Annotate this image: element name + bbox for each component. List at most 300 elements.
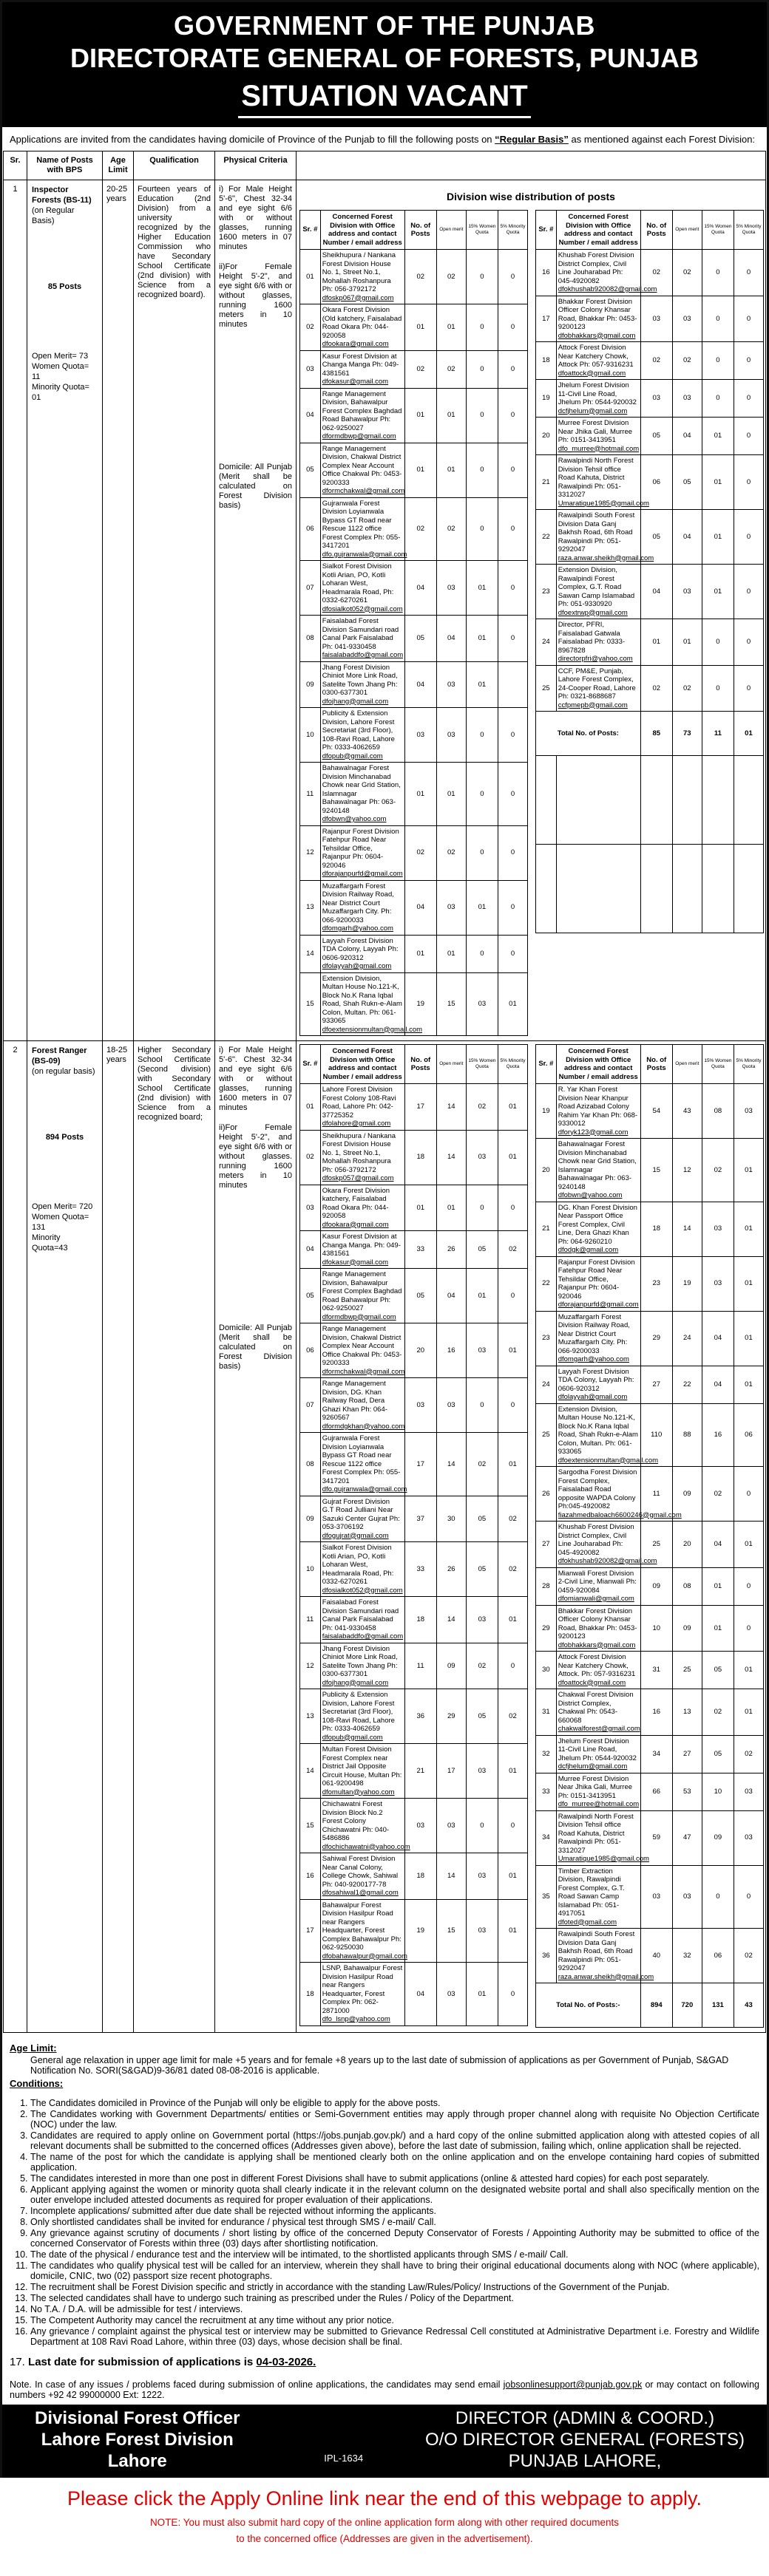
division-posts: 10 — [640, 1605, 672, 1652]
division-email[interactable]: dfokhushab920082@gmail.com — [558, 1557, 657, 1565]
division-address: Muzaffargarh Forest Division Railway Road, Near District Court Muzaffargarh City. Ph: 066-9200033 dfomgarh@yahoo.com — [320, 880, 404, 935]
division-email[interactable]: dfokasur@gmail.com — [322, 378, 389, 386]
division-email[interactable]: raza.anwar.sheikh@gmail.com — [558, 553, 654, 562]
division-sr: 36 — [536, 1929, 557, 1983]
division-email[interactable]: dfobwn@yahoo.com — [322, 815, 387, 823]
total-open: 720 — [672, 1983, 702, 2028]
division-email[interactable]: dcfjhelum@gmail.com — [558, 406, 628, 415]
division-minority-quota: 01 — [498, 1597, 527, 1643]
post-count: 894 Posts — [45, 1133, 84, 1142]
header-physical: Physical Criteria — [215, 151, 297, 180]
division-email[interactable]: dfobhakkars@gmail.com — [558, 1640, 636, 1649]
division-address: Okara Forest Division (Old katchery, Faisalabad Road Okara Ph: 044-920058 dfookara@gmail.com — [320, 304, 404, 351]
division-women-quota: 03 — [702, 1202, 734, 1256]
division-row — [536, 342, 764, 380]
notes-section — [2, 2033, 767, 2405]
division-email[interactable]: dfookara@gmail.com — [322, 1220, 389, 1229]
division-email[interactable]: dfo_lsnp@yahoo.com — [322, 2015, 390, 2023]
division-row — [536, 1403, 764, 1467]
total-row — [536, 1983, 764, 2028]
division-sr: 05 — [300, 443, 321, 497]
division-sr: 32 — [536, 1735, 557, 1773]
division-sr: 15 — [300, 1799, 321, 1853]
division-sr: 03 — [300, 1185, 321, 1231]
division-email[interactable]: dfomgarh@yahoo.com — [322, 924, 393, 933]
division-email[interactable]: dfoextensionmultan@gmail.com — [558, 1456, 659, 1465]
division-email[interactable]: dfomgarh@yahoo.com — [558, 1355, 629, 1363]
division-women-quota: 0 — [466, 304, 498, 351]
division-open-merit: 30 — [436, 1496, 466, 1542]
division-email[interactable]: dcfjhelum@gmail.com — [558, 1762, 628, 1771]
division-women-quota: 0 — [466, 388, 498, 443]
division-open-merit: 02 — [436, 497, 466, 561]
division-email[interactable]: dfochichawatni@yahoo.com — [322, 1842, 410, 1851]
division-email[interactable]: dfolayyah@gmail.com — [322, 962, 392, 970]
division-posts: 18 — [404, 1130, 436, 1185]
division-minority-quota: 0 — [498, 350, 527, 388]
division-email[interactable]: dfolayyah@gmail.com — [558, 1393, 628, 1401]
division-women-quota: 0 — [466, 708, 498, 763]
division-women-quota: 02 — [702, 1467, 734, 1522]
division-minority-quota: 0 — [734, 455, 763, 510]
division-women-quota: 03 — [466, 1899, 498, 1963]
division-sr: 14 — [300, 1744, 321, 1799]
intro-text-before: Applications are invited from the candidates having domicile of Province of the Punjab to fill the following posts on — [10, 134, 495, 145]
division-posts: 31 — [640, 1652, 672, 1689]
division-email[interactable]: dfo_murree@hotmail.com — [558, 1800, 640, 1808]
division-row — [300, 1853, 528, 1900]
division-sr: 23 — [536, 565, 557, 619]
division-row — [536, 1810, 764, 1865]
division-posts: 11 — [404, 1643, 436, 1689]
division-address: Jhang Forest Division Chiniot More Link Road, Satelite Town Jhang Ph: 0300-6377301 dfojhang@gmail.com — [320, 1643, 404, 1689]
division-email[interactable]: dfopub@gmail.com — [322, 752, 383, 760]
division-women-quota: 0 — [702, 342, 734, 380]
division-sr: 12 — [300, 825, 321, 880]
division-women-quota: 03 — [466, 972, 498, 1036]
division-open-merit: 02 — [672, 250, 702, 296]
division-women-quota: 0 — [466, 497, 498, 561]
division-posts: 29 — [640, 1311, 672, 1366]
division-women-quota: 0 — [466, 935, 498, 972]
division-row — [300, 1433, 528, 1496]
division-open-merit: 29 — [436, 1689, 466, 1744]
division-email[interactable]: dfoextrwp@gmail.com — [558, 608, 628, 617]
division-open-merit: 20 — [672, 1522, 702, 1568]
division-open-merit: 88 — [672, 1403, 702, 1467]
condition-item: 8. Only shortlisted candidates shall be invited for endurance / physical test through SMS / e-mail/ Call. — [30, 2217, 759, 2227]
division-women-quota: 0 — [466, 443, 498, 497]
division-row — [536, 1929, 764, 1983]
division-minority-quota: 0 — [734, 250, 763, 296]
division-email[interactable]: dfomultan@yahoo.com — [322, 1788, 395, 1796]
domicile: Domicile: All Punjab (Merit shall be calculated on Forest Division basis) — [219, 1323, 292, 1371]
division-sr: 11 — [300, 763, 321, 826]
division-minority-quota: 01 — [734, 1366, 763, 1403]
division-email[interactable]: dfoted@gmail.com — [558, 1918, 617, 1926]
division-email[interactable]: dfoattock@gmail.com — [558, 369, 626, 378]
division-minority-quota: 0 — [498, 388, 527, 443]
division-minority-quota: 01 — [498, 1130, 527, 1185]
division-address: LSNP, Bahawalpur Forest Division Hasilpur Road near Rangers Headquarter, Forest Complex Ph: 062-2871000 dfo_lsnp@yahoo.com — [320, 1963, 404, 2026]
division-address: DG. Khan Forest Division Near Passport Office Forest Complex, Civil Line, Dera Ghazi Khan Ph: 064-9260210 dfodgk@gmail.com — [556, 1202, 640, 1256]
division-minority-quota: 02 — [498, 1231, 527, 1269]
division-email[interactable]: dfolahore@gmail.com — [322, 1120, 391, 1128]
division-email[interactable]: faisalabaddfo@gmail.com — [322, 651, 404, 659]
division-row — [536, 380, 764, 418]
division-women-quota: 03 — [466, 1853, 498, 1900]
posts-table — [3, 151, 766, 2033]
division-open-merit: 04 — [436, 1269, 466, 1323]
division-women-quota: 02 — [466, 1433, 498, 1496]
division-email[interactable]: dfo.gujranwala@gmail.com — [322, 550, 407, 559]
director-signature: DIRECTOR (ADMIN & COORD.) O/O DIRECTOR GENERAL (FORESTS) PUNJAB LAHORE, — [424, 2408, 745, 2471]
division-minority-quota: 0 — [734, 1605, 763, 1652]
post-row — [4, 180, 766, 1041]
division-address: Rajanpur Forest Division Fatehpur Road Near Tehsildar Office, Rajanpur Ph: 0604-920046 dforajanpurfd@gmail.com — [556, 1256, 640, 1311]
division-women-quota: 05 — [466, 1496, 498, 1542]
division-row — [300, 661, 528, 708]
apply-online-message: Please click the Apply Online link near the end of this webpage to apply. — [67, 2487, 702, 2509]
division-posts: 59 — [640, 1810, 672, 1865]
conditions-heading: Conditions: — [10, 2078, 64, 2089]
post-name-cell — [27, 180, 103, 1041]
division-open-merit: 43 — [672, 1084, 702, 1139]
division-email[interactable]: dfoskp057@gmail.com — [322, 1174, 394, 1182]
division-email[interactable]: dfomianwali@gmail.com — [558, 1595, 634, 1603]
division-posts: 110 — [640, 1403, 672, 1467]
division-posts: 06 — [640, 455, 672, 510]
division-posts: 04 — [404, 561, 436, 616]
division-women-quota: 01 — [702, 1605, 734, 1652]
open-merit-count: Open Merit= 73 — [32, 352, 89, 361]
division-posts: 03 — [640, 296, 672, 342]
distribution-cell — [297, 180, 766, 1041]
division-row — [300, 497, 528, 561]
division-sr: 01 — [300, 250, 321, 304]
division-minority-quota: 01 — [734, 1522, 763, 1568]
division-minority-quota: 0 — [498, 497, 527, 561]
division-email[interactable]: Umaratique1985@gmail.com — [558, 499, 649, 508]
division-email[interactable]: dfo_murree@hotmail.com — [558, 444, 640, 453]
division-email[interactable]: dfosialkot052@gmail.com — [322, 604, 403, 613]
division-posts: 05 — [404, 1269, 436, 1323]
division-address: Publicity & Extension Division, Lahore Forest Secretariat (3rd Floor), 108-Ravi Road, Lahore Ph: 0333-4062659 dfopub@gmail.com — [320, 1689, 404, 1744]
distribution-cell — [297, 1041, 766, 2033]
division-minority-quota: 0 — [734, 510, 763, 565]
division-open-merit: 14 — [436, 1433, 466, 1496]
total-posts: 894 — [640, 1983, 672, 2028]
division-email[interactable]: dformchakwal@gmail.com — [322, 1367, 405, 1376]
division-minority-quota: 02 — [498, 1689, 527, 1744]
division-email[interactable]: dfodgk@gmail.com — [558, 1246, 619, 1254]
division-women-quota: 03 — [466, 1744, 498, 1799]
division-open-merit: 03 — [436, 561, 466, 616]
division-email[interactable]: dfogujrat@gmail.com — [322, 1531, 389, 1540]
division-open-merit: 22 — [672, 1366, 702, 1403]
division-row — [300, 1185, 528, 1231]
total-row — [536, 712, 764, 756]
division-sr: 22 — [536, 1256, 557, 1311]
division-posts: 34 — [640, 1735, 672, 1773]
age-limit-heading: Age Limit: — [10, 2042, 57, 2054]
division-open-merit: 09 — [672, 1467, 702, 1522]
division-posts: 01 — [404, 388, 436, 443]
condition-item: 1. The Candidates domiciled in Province of the Punjab will only be eligible to apply for the above posts. — [30, 2098, 759, 2108]
last-date-line: 17. Last date for submission of applications is 04-03-2026. — [10, 2356, 316, 2368]
division-open-merit: 01 — [436, 763, 466, 826]
header-age: Age Limit — [103, 151, 134, 180]
division-email[interactable]: dfobahawalpur@gmail.com — [322, 1952, 407, 1960]
minority-quota-count: Minority Quota=43 — [32, 1233, 68, 1253]
division-row — [300, 972, 528, 1036]
division-email[interactable]: dfo.gujranwala@gmail.com — [322, 1485, 407, 1493]
division-email[interactable]: dfoextensionmultan@gmail.com — [322, 1025, 423, 1034]
division-email[interactable]: dformdbwp@gmail.com — [322, 1312, 396, 1321]
post-basis: (on Regular Basis) — [32, 206, 75, 225]
division-row — [536, 1735, 764, 1773]
division-email[interactable]: dformdgkhan@yahoo.com — [322, 1422, 405, 1431]
division-address: Rawalpindi South Forest Division Data Ganj Bakhsh Road, 6th Road Rawalpindi Ph: 051-9292047 raza.anwar.sheikh@gmail.com — [556, 1929, 640, 1983]
division-row — [300, 1963, 528, 2026]
division-email[interactable]: dfosahiwal1@gmail.com — [322, 1889, 399, 1897]
division-row — [300, 763, 528, 826]
division-open-merit: 03 — [672, 296, 702, 342]
condition-item: 12. The recruitment shall be Forest Division specific and strictly in accordance with the standing Law/Rules/Policy/ Instructions of the Government of the Punjab. — [30, 2282, 759, 2292]
division-address: Khushab Forest Division District Complex, Civil Line Jouharabad Ph: 045-4920082 dfokhushab920082@gmail.com — [556, 250, 640, 296]
division-sr: 06 — [300, 497, 321, 561]
division-open-merit: 04 — [672, 510, 702, 565]
division-sr: 17 — [300, 1899, 321, 1963]
last-date-prefix: Last date for submission of applications is — [28, 2356, 257, 2368]
division-open-merit: 15 — [436, 1899, 466, 1963]
division-women-quota: 03 — [702, 1256, 734, 1311]
total-posts: 85 — [640, 712, 672, 756]
physical-male: i) For Male Height 5'-6". Chest 32-34 and eye sight 6/6 with or without glasses, running 1600 meters in 07 minutes — [219, 1046, 292, 1112]
division-minority-quota: 0 — [498, 1269, 527, 1323]
division-row — [536, 418, 764, 455]
support-email-link[interactable]: jobsonlinesupport@punjab.gov.pk — [503, 2379, 643, 2390]
division-address: Rawalpindi North Forest Division Tehsil office Road Kahuta, District Rawalpindi Ph: 051-3312027 Umaratique1985@gmail.com — [556, 455, 640, 510]
division-sr: 04 — [300, 1231, 321, 1269]
division-open-merit: 25 — [672, 1652, 702, 1689]
division-minority-quota: 0 — [498, 825, 527, 880]
division-minority-quota: 0 — [734, 296, 763, 342]
division-email[interactable]: faisalabaddfo@gmail.com — [322, 1632, 404, 1640]
division-women-quota: 0 — [466, 1378, 498, 1433]
division-address: Range Management Division, Chakwal District Complex Near Account Office Chakwal Ph: 0453-9200333 dformchakwal@gmail.com — [320, 443, 404, 497]
division-address: Rawalpindi South Forest Division Data Ganj Bakhsh Road, 6th Road Rawalpindi Ph: 051-9292047 raza.anwar.sheikh@gmail.com — [556, 510, 640, 565]
signature-block — [2, 2405, 767, 2478]
total-women: 11 — [702, 712, 734, 756]
division-open-merit: 27 — [672, 1735, 702, 1773]
division-posts: 20 — [404, 1323, 436, 1378]
division-address: Jhelum Forest Division 11-Civil Line Road, Jhelum Ph: 0544-920032 dcfjhelum@gmail.com — [556, 1735, 640, 1773]
division-email[interactable]: dfookara@gmail.com — [322, 340, 389, 348]
division-minority-quota: 01 — [498, 1853, 527, 1900]
physical-female: ii)For Female Height 5'-2", and eye sight 6/6 with or without glasses. running 1600 meters in 10 minutes — [219, 1123, 292, 1190]
division-women-quota: 0 — [466, 350, 498, 388]
division-women-quota: 0 — [466, 250, 498, 304]
condition-item: 4. The name of the post for which the candidate is applying shall be mentioned clearly both on the online application and on the envelope containing hard copies of submitted application. — [30, 2152, 759, 2173]
division-posts: 33 — [404, 1231, 436, 1269]
division-posts: 27 — [640, 1366, 672, 1403]
division-address: Range Management Division, Chakwal District Complex Near Account Office Chakwal Ph: 0453-9200333 dformchakwal@gmail.com — [320, 1323, 404, 1378]
division-row — [536, 1773, 764, 1810]
division-women-quota: 01 — [702, 455, 734, 510]
division-address: Bhakkar Forest Division Officer Colony Khansar Road, Bhakkar Ph: 0453-9200123 dfobhakkars@gmail.com — [556, 296, 640, 342]
division-women-quota: 02 — [466, 1084, 498, 1131]
hard-copy-note: NOTE: You must also submit hard copy of the online application form along with other required documents to the concerned office (Addresses are given in the advertisement). — [149, 2517, 620, 2544]
division-open-merit: 15 — [436, 972, 466, 1036]
division-email[interactable]: dforajanpurfd@gmail.com — [558, 1301, 639, 1309]
division-row — [300, 935, 528, 972]
division-minority-quota: 0 — [498, 1799, 527, 1853]
division-email[interactable]: dfobhakkars@gmail.com — [558, 331, 636, 340]
division-posts: 17 — [404, 1433, 436, 1496]
women-quota-count: Women Quota= 131 — [32, 1213, 89, 1232]
division-sr: 18 — [300, 1963, 321, 2026]
division-posts: 36 — [404, 1689, 436, 1744]
division-posts: 09 — [640, 1567, 672, 1605]
division-address: Lahore Forest Division Forest Colony 108-Ravi Road, Lahore Ph: 042-37725352 dfolahore@gmail.com — [320, 1084, 404, 1131]
division-open-merit: 03 — [672, 1865, 702, 1929]
division-minority-quota: 02 — [498, 1542, 527, 1597]
division-sr: 19 — [536, 1084, 557, 1139]
division-email[interactable]: dfopub@gmail.com — [322, 1733, 383, 1742]
division-posts: 03 — [640, 1865, 672, 1929]
division-sr: 30 — [536, 1652, 557, 1689]
division-posts: 16 — [640, 1689, 672, 1736]
division-minority-quota: 02 — [734, 1929, 763, 1983]
division-sr: 21 — [536, 1202, 557, 1256]
division-row — [536, 1139, 764, 1202]
division-email[interactable]: Umaratique1985@gmail.com — [558, 1855, 649, 1863]
division-email[interactable]: dfojhang@gmail.com — [322, 1678, 389, 1687]
division-women-quota: 08 — [702, 1084, 734, 1139]
division-open-merit: 02 — [672, 665, 702, 712]
division-row — [300, 1799, 528, 1853]
division-email[interactable]: fiazahmedbaloach6600246@gmail.com — [558, 1510, 682, 1519]
division-email[interactable]: directorpfri@yahoo.com — [558, 655, 633, 663]
division-women-quota: 01 — [702, 510, 734, 565]
total-label: Total No. of Posts:- — [536, 1983, 641, 2028]
division-open-merit: 14 — [436, 1130, 466, 1185]
condition-item: 11. The candidates who qualify physical test will be called for an interview, wherein they shall have to bring their original educational documents along with NOC (where applicable), domicile, CNIC, two (02) passport size recent photographs. — [30, 2260, 759, 2281]
division-email[interactable]: chakwalforest@gmail.com — [558, 1725, 640, 1733]
division-row — [300, 1597, 528, 1643]
division-sr: 14 — [300, 935, 321, 972]
division-email[interactable]: ccfpmepb@gmail.com — [558, 701, 628, 709]
division-open-merit: 26 — [436, 1231, 466, 1269]
division-email[interactable]: dforajanpurfd@gmail.com — [322, 870, 403, 878]
division-women-quota: 05 — [702, 1735, 734, 1773]
division-address: Gujranwala Forest Division Loyianwala Bypass GT Road near Rescue 1122 office Forest Complex Ph: 055-3417201 dfo.gujranwala@gmail.com — [320, 497, 404, 561]
division-open-merit: 02 — [436, 825, 466, 880]
government-title: GOVERNMENT OF THE PUNJAB — [173, 10, 596, 41]
division-address: Layyah Forest Division TDA Colony, Layyah Ph: 0606-920312 dfolayyah@gmail.com — [556, 1366, 640, 1403]
division-row — [536, 1202, 764, 1256]
division-row — [536, 1689, 764, 1736]
division-posts: 25 — [640, 1522, 672, 1568]
division-address: Multan Forest Division Forest Complex near District Jail Opposite Circuit House, Multan Ph: 061-9200498 dfomultan@yahoo.com — [320, 1744, 404, 1799]
apply-online-notice — [0, 2478, 769, 2552]
division-sr: 08 — [300, 616, 321, 662]
division-sr: 25 — [536, 665, 557, 712]
division-women-quota: 01 — [466, 1963, 498, 2026]
age-limit: 20-25 years — [103, 180, 134, 1041]
division-row — [536, 296, 764, 342]
condition-item: 9. Any grievance against scrutiny of documents / short listing by office of the concerned Deputy Conservator of Forests / Appointing Authority may be submitted to office of the concerned Conservator of Forests within three (03) days after shortlisting notification. — [30, 2228, 759, 2249]
division-email[interactable]: dfojhang@gmail.com — [322, 697, 389, 706]
support-note: Note. In case of any issues / problems faced during submission of online applications, the candidates may send email jobsonlinesupport@punjab.gov.pk or may contact on following numbers +92 42 99000000 Ext: 1222. — [10, 2379, 759, 2400]
division-women-quota: 09 — [702, 1810, 734, 1865]
division-posts: 04 — [404, 1963, 436, 2026]
division-email[interactable]: dfobwn@yahoo.com — [558, 1191, 623, 1199]
intro-text-after: as mentioned against each Forest Division: — [568, 134, 756, 145]
division-email[interactable]: dfosialkot052@gmail.com — [322, 1586, 403, 1595]
division-women-quota: 01 — [702, 418, 734, 455]
division-posts: 03 — [404, 1378, 436, 1433]
division-posts: 21 — [404, 1744, 436, 1799]
division-minority-quota: 01 — [734, 1689, 763, 1736]
division-open-merit: 05 — [672, 455, 702, 510]
division-address: Publicity & Extension Division, Lahore Forest Secretariat (3rd Floor), 108-Ravi Road, Lahore Ph: 0333-4062659 dfopub@gmail.com — [320, 708, 404, 763]
division-women-quota: 0 — [702, 250, 734, 296]
division-address: Rajanpur Forest Division Fatehpur Road Near Tehsildar Office, Rajanpur Ph: 0604-920046 dforajanpurfd@gmail.com — [320, 825, 404, 880]
division-sr: 18 — [536, 342, 557, 380]
division-sr: 13 — [300, 1689, 321, 1744]
condition-item: 16. Any grievance / complaint against the physical test or interview may be submitted to Grievance Redressal Cell constituted at Administrative Department i.e. Forestry and Wildlife Department at 108 Ravi Road Lahore, within three (03) days, whose decision shall be final. — [30, 2326, 759, 2347]
division-women-quota: 04 — [702, 1366, 734, 1403]
division-open-merit: 01 — [436, 388, 466, 443]
division-email[interactable]: dfokhushab920082@gmail.com — [558, 285, 657, 293]
division-posts: 02 — [404, 250, 436, 304]
age-limit: 18-25 years — [103, 1041, 134, 2033]
division-email[interactable]: dfoskp067@gmail.com — [322, 293, 394, 302]
total-minority: 43 — [734, 1983, 763, 2028]
division-women-quota: 10 — [702, 1773, 734, 1810]
division-row — [300, 1130, 528, 1185]
division-posts: 18 — [640, 1202, 672, 1256]
division-minority-quota: 0 — [734, 619, 763, 666]
division-address: Gujranwala Forest Division Loyianwala Bypass GT Road near Rescue 1122 office Forest Complex Ph: 055-3417201 dfo.gujranwala@gmail.com — [320, 1433, 404, 1496]
division-email[interactable]: raza.anwar.sheikh@gmail.com — [558, 1972, 654, 1981]
division-open-merit: 26 — [436, 1542, 466, 1597]
division-address: Faisalabad Forest Division Samundari road Canal Park Faisalabad Ph: 041-9330458 faisalabaddfo@gmail.com — [320, 616, 404, 662]
division-email[interactable]: dfokasur@gmail.com — [322, 1258, 389, 1267]
division-posts: 66 — [640, 1773, 672, 1810]
division-row — [536, 1467, 764, 1522]
division-address: Director, PFRI, Faisalabad Gatwala Faisalabad Ph: 0333-8967828 directorpfri@yahoo.com — [556, 619, 640, 666]
division-email[interactable]: dfoattock@gmail.com — [558, 1678, 626, 1687]
condition-item: 7. Incomplete applications/ submitted after due date shall be rejected without informing the applicants. — [30, 2206, 759, 2216]
division-email[interactable]: dformdbwp@gmail.com — [322, 432, 396, 440]
division-row — [300, 250, 528, 304]
division-email[interactable]: dformchakwal@gmail.com — [322, 487, 405, 495]
post-basis: (on regular basis) — [32, 1067, 95, 1076]
division-women-quota: 02 — [466, 1643, 498, 1689]
division-sr: 16 — [536, 250, 557, 296]
division-address: Faisalabad Forest Division Samundari road Canal Park Faisalabad Ph: 041-9330458 faisalabaddfo@gmail.com — [320, 1597, 404, 1643]
division-email[interactable]: dforyk123@gmail.com — [558, 1128, 629, 1137]
division-minority-quota: 03 — [734, 1084, 763, 1139]
division-row — [536, 1605, 764, 1652]
division-row — [300, 1231, 528, 1269]
division-sr: 35 — [536, 1865, 557, 1929]
division-open-merit: 03 — [672, 565, 702, 619]
division-row — [300, 1542, 528, 1597]
